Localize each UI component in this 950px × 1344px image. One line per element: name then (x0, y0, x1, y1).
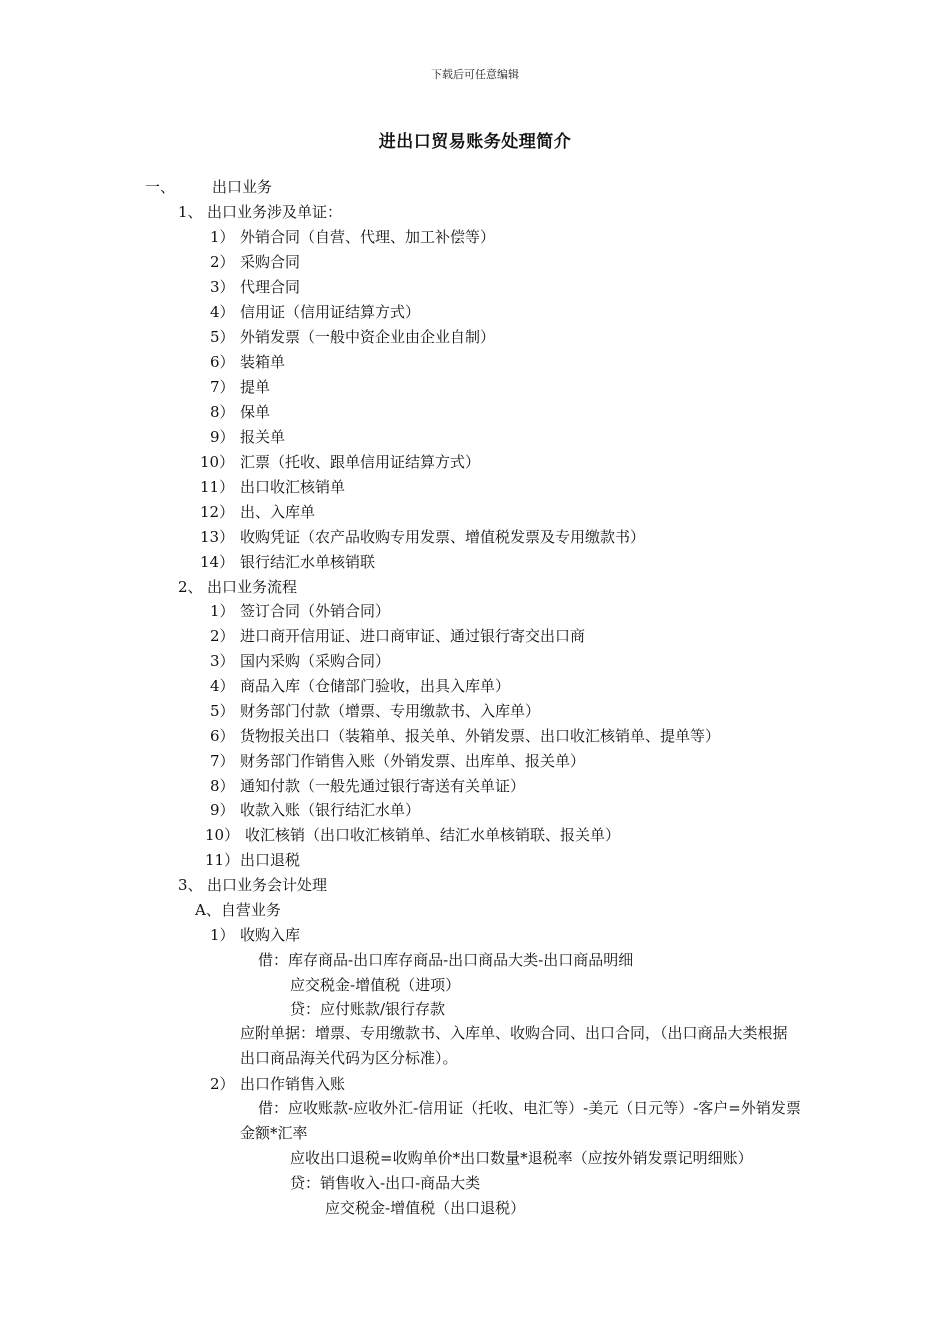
list-text: 财务部门付款（增票、专用缴款书、入库单） (240, 702, 541, 720)
list-text: 汇票（托收、跟单信用证结算方式） (240, 453, 481, 471)
list-number: 7） (210, 378, 235, 396)
list-number: 2） (210, 253, 235, 271)
list-item (210, 402, 270, 422)
list-text: 财务部门作销售入账（外销发票、出库单、报关单） (240, 752, 586, 770)
list-item (210, 427, 285, 447)
list-number: 4） (210, 303, 235, 321)
subsection-label: 出口业务涉及单证： (207, 203, 343, 221)
list-number: 7） (210, 752, 235, 770)
list-item (200, 477, 345, 497)
list-item (210, 651, 390, 671)
journal-credit: 贷：销售收入-出口-商品大类 (290, 1174, 481, 1192)
list-number: 4） (210, 677, 235, 695)
list-number: 2） (210, 627, 235, 645)
list-item (210, 751, 585, 771)
list-number: 11） (205, 851, 240, 869)
section-heading: 出口业务 (212, 178, 273, 196)
list-item (210, 776, 525, 796)
journal-debit-line: 应收出口退税=收购单价*出口数量*退税率（应按外销发票记明细账） (290, 1149, 753, 1167)
list-text: 信用证（信用证结算方式） (240, 303, 421, 321)
subsection-heading (178, 577, 297, 597)
subsection-label: 出口业务流程 (207, 578, 298, 596)
list-item (210, 676, 510, 696)
list-item (210, 352, 285, 372)
list-item (205, 825, 620, 845)
list-number: 5） (210, 328, 235, 346)
list-text: 外销合同（自营、代理、加工补偿等） (240, 228, 496, 246)
list-number: 6） (210, 353, 235, 371)
entry-label: 出口作销售入账 (240, 1075, 346, 1093)
journal-credit-line: 应交税金-增值税（出口退税） (325, 1199, 526, 1217)
subsection-number: 2、 (178, 578, 203, 596)
subsection-number: 1、 (178, 203, 203, 221)
list-text: 出口退税 (240, 851, 301, 869)
journal-debit-line: 应交税金-增值税（进项） (290, 976, 461, 994)
list-number: 9） (210, 428, 235, 446)
list-text: 收款入账（银行结汇水单） (240, 801, 421, 819)
list-number: 12） (200, 503, 235, 521)
list-item (210, 277, 300, 297)
list-text: 出口收汇核销单 (240, 478, 346, 496)
list-item (210, 302, 420, 322)
list-number: 8） (210, 403, 235, 421)
subsection-a-heading: A、自营业务 (195, 901, 281, 919)
list-text: 国内采购（采购合同） (240, 652, 391, 670)
list-item (210, 626, 585, 646)
list-number: 11） (200, 478, 235, 496)
journal-debit: 借：应收账款-应收外汇-信用证（托收、电汇等）-美元（日元等）-客户=外销发票金额*汇率 (240, 1099, 801, 1142)
list-text: 收购凭证（农产品收购专用发票、增值税发票及专用缴款书） (240, 528, 646, 546)
entry-number: 2） (210, 1075, 235, 1093)
list-number: 1） (210, 228, 235, 246)
list-number: 10） (200, 453, 235, 471)
list-item (200, 452, 480, 472)
subsection-heading (178, 875, 327, 895)
entry-heading (210, 925, 300, 945)
list-number: 3） (210, 652, 235, 670)
list-text: 出、入库单 (240, 503, 316, 521)
list-item (210, 726, 720, 746)
list-text: 货物报关出口（装箱单、报关单、外销发票、出口收汇核销单、提单等） (240, 727, 721, 745)
entry-heading (210, 1074, 345, 1094)
list-text: 代理合同 (240, 278, 301, 296)
subsection-label: 出口业务会计处理 (207, 876, 328, 894)
list-item (210, 377, 270, 397)
list-text: 商品入库（仓储部门验收，出具入库单） (240, 677, 511, 695)
list-item (205, 850, 300, 870)
list-text: 通知付款（一般先通过银行寄送有关单证） (240, 777, 526, 795)
list-number: 14） (200, 553, 235, 571)
list-text: 采购合同 (240, 253, 301, 271)
list-number: 3） (210, 278, 235, 296)
list-item (210, 252, 300, 272)
list-number: 1） (210, 602, 235, 620)
list-text: 签订合同（外销合同） (240, 602, 391, 620)
list-number: 5） (210, 702, 235, 720)
section-number: 一、 (145, 178, 176, 196)
entry-label: 收购入库 (240, 926, 301, 944)
list-item (210, 227, 495, 247)
list-item (200, 527, 645, 547)
journal-debit: 借：库存商品-出口库存商品-出口商品大类-出口商品明细 (258, 951, 634, 969)
list-number: 6） (210, 727, 235, 745)
list-item (210, 701, 540, 721)
list-number: 8） (210, 777, 235, 795)
list-item (200, 502, 315, 522)
attachment-note: 应附单据：增票、专用缴款书、入库单、收购合同、出口合同，（出口商品大类根据出口商品海关代码为区分标准）。 (240, 1024, 788, 1067)
list-item (210, 601, 390, 621)
list-text: 收汇核销（出口收汇核销单、结汇水单核销联、报关单） (245, 826, 621, 844)
list-text: 外销发票（一般中资企业由企业自制） (240, 328, 496, 346)
list-text: 银行结汇水单核销联 (240, 553, 376, 571)
subsection-number: 3、 (178, 876, 203, 894)
list-text: 进口商开信用证、进口商审证、通过银行寄交出口商 (240, 627, 586, 645)
list-item (210, 327, 495, 347)
list-item (200, 552, 375, 572)
list-text: 装箱单 (240, 353, 286, 371)
list-number: 10） (205, 826, 240, 844)
page-header: 下载后可任意编辑 (431, 68, 519, 81)
list-text: 提单 (240, 378, 271, 396)
list-number: 9） (210, 801, 235, 819)
list-text: 保单 (240, 403, 271, 421)
list-number: 13） (200, 528, 235, 546)
entry-number: 1） (210, 926, 235, 944)
subsection-heading (178, 202, 342, 222)
list-item (210, 800, 420, 820)
list-text: 报关单 (240, 428, 286, 446)
document-title: 进出口贸易账务处理简介 (378, 132, 572, 152)
journal-credit: 贷：应付账款/银行存款 (290, 1000, 446, 1018)
